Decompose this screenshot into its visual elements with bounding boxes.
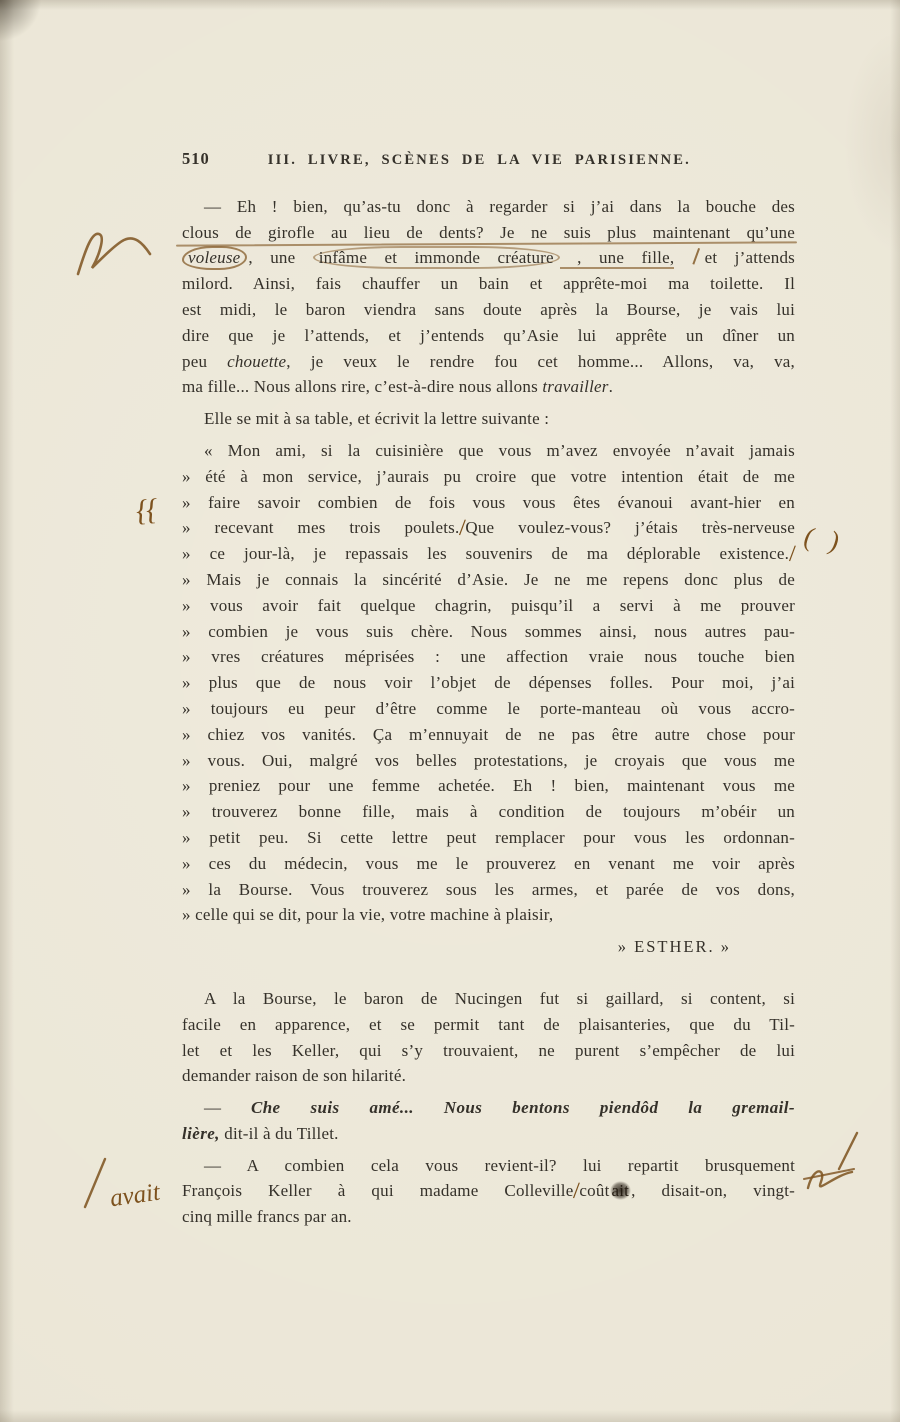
paragraph-nucingen-quote <box>182 1095 795 1147</box>
text-part: cinq mille francs par an. <box>182 1207 352 1227</box>
text-part: — A combien cela vous revient-il? lui repartit brusquement <box>204 1155 795 1175</box>
text-part: est midi, le baron viendra sans doute après la Bourse, je vais lui <box>182 299 795 319</box>
text-line <box>182 271 795 297</box>
text-line <box>182 374 795 400</box>
text-part: milord. Ainsi, fais chauffer un bain et apprête-moi ma toilette. Il <box>182 274 795 294</box>
text-part: ma fille... Nous allons rire, c’est-à-dire nous allons <box>182 377 543 397</box>
text-part: et j’attends <box>704 248 796 268</box>
text-line <box>182 799 795 825</box>
text-line <box>182 902 795 928</box>
text-line <box>182 696 795 722</box>
text-part: — Eh ! bien, qu’as-tu donc à regarder si j’ai dans la bouche des <box>204 196 795 216</box>
text-line <box>182 1012 795 1038</box>
text-part: » preniez pour une femme achetée. Eh ! bien, maintenant vous me <box>182 776 795 796</box>
pen-slash-mark: / <box>573 1177 581 1205</box>
text-part: Elle se mit à sa table, et écrivit la lettre suivante : <box>204 409 550 429</box>
text-part: » plus que de nous voir l’objet de dépenses folles. Pour moi, j’ai <box>182 673 795 693</box>
inked-out-word: ait <box>611 1181 630 1201</box>
text-line <box>182 1178 795 1204</box>
text-line <box>182 851 795 877</box>
text-line <box>182 464 795 490</box>
text-line <box>182 541 795 567</box>
pen-slash-mark: / <box>788 540 797 567</box>
text-line <box>182 722 795 748</box>
text-line <box>182 297 795 323</box>
text-part: lière, <box>182 1123 220 1143</box>
text-line <box>182 1121 795 1147</box>
text-part: facile en apparence, et se permit tant de plaisanteries, que du Til- <box>182 1014 795 1034</box>
margin-ink-flourish <box>72 224 156 280</box>
text-part: » la Bourse. Vous trouverez sous les armes, et parée de vos dons, <box>182 879 795 899</box>
text-part: Que voulez-vous? j’étais très-nerveuse <box>465 518 795 538</box>
phrase-circled: infâme et immonde créature <box>313 246 560 269</box>
text-part: » toujours eu peur d’être comme le porte-manteau où vous accro- <box>182 698 795 718</box>
text-part: let et les Keller, qui s’y trouvaient, ne purent s’empêcher de lui <box>182 1040 795 1060</box>
margin-ink-braces: {{ <box>134 493 158 528</box>
text-part: , je veux le rendre fou cet homme... Allons, va, va, <box>286 351 795 371</box>
text-part: » ce jour-là, je repassais les souvenirs de ma déplorable existence. <box>182 544 790 564</box>
text-part: » ces du médecin, vous me le prouverez en venant me voir après <box>182 853 795 873</box>
text-part: dit-il à du Tillet. <box>219 1123 339 1143</box>
text-part: » celle qui se dit, pour la vie, votre machine à plaisir, <box>182 905 554 925</box>
text-column <box>182 146 795 1236</box>
text-part: » trouverez bonne fille, mais à condition de toujours m’obéir un <box>182 802 795 822</box>
letter-body <box>182 438 795 928</box>
text-line <box>182 220 795 246</box>
text-part: clous de girofle au lieu de dents? Je ne suis plus maintenant qu’une <box>182 222 795 242</box>
running-title: III. LIVRE, SCÈNES DE LA VIE PARISIENNE. <box>267 152 691 168</box>
text-line <box>182 349 795 375</box>
text-part: , disait-on, vingt- <box>631 1181 795 1201</box>
paragraph-esther-dialogue <box>182 194 795 400</box>
text-line <box>182 323 795 349</box>
text-line <box>182 406 795 432</box>
text-line <box>182 1095 795 1121</box>
text-part: » combien je vous suis chère. Nous sommes ainsi, nous autres pau- <box>182 621 795 641</box>
margin-ink-parens: ( ) <box>802 521 846 557</box>
text-line <box>182 619 795 645</box>
text-part: travailler <box>542 377 609 397</box>
text-line <box>182 825 795 851</box>
word-voleuse-circled: voleuse <box>182 246 247 270</box>
text-line <box>182 670 795 696</box>
text-line <box>182 773 795 799</box>
paragraph-bourse <box>182 986 795 1089</box>
text-line <box>182 1063 795 1089</box>
text-part: A la Bourse, le baron de Nucingen fut si gaillard, si content, si <box>204 988 795 1008</box>
text-part <box>674 248 691 267</box>
text-part: , une fille, <box>559 248 675 268</box>
text-part: Che suis amé... Nous bentons piendôd la gremail- <box>250 1098 795 1118</box>
letter-signature: » ESTHER. » <box>617 937 731 957</box>
margin-ink-scribble <box>800 1160 860 1200</box>
text-part: peu <box>182 351 228 371</box>
text-part: dire que je l’attends, et j’entends qu’Asie lui apprête un dîner un <box>182 325 795 345</box>
page-header <box>182 146 795 174</box>
text-part: » vous avoir fait quelque chagrin, puisqu’il a servi à me prouver <box>182 595 795 615</box>
text-part: » chiez vos vanités. Ça m’ennuyait de ne pas être autre chose pour <box>182 724 795 744</box>
pen-slash-mark: / <box>458 514 467 542</box>
text-line <box>182 986 795 1012</box>
text-part: demander raison de son hilarité. <box>182 1066 407 1086</box>
text-part: François Keller à qui madame Colleville <box>182 1181 574 1201</box>
text-part: — <box>204 1098 251 1118</box>
text-line <box>182 1153 795 1179</box>
text-line <box>182 515 795 541</box>
text-line <box>182 1038 795 1064</box>
page-number: 510 <box>182 149 210 168</box>
text-part: » vous. Oui, malgré vos belles protestations, je croyais que vous me <box>182 750 795 770</box>
text-part: » recevant mes trois poulets. <box>182 518 460 538</box>
text-line <box>182 490 795 516</box>
text-part: . <box>608 377 614 397</box>
text-part: , une <box>248 248 313 268</box>
text-part: » petit peu. Si cette lettre peut remplacer pour vous les ordonnan- <box>182 827 795 847</box>
text-line <box>182 644 795 670</box>
text-part: » Mais je connais la sincérité d’Asie. Je ne me repens donc plus de <box>182 569 795 589</box>
margin-ink-avait-note <box>82 1156 162 1213</box>
text-line <box>182 245 795 271</box>
text-part: « Mon ami, si la cuisinière que vous m’avez envoyée n’avait jamais <box>204 440 795 460</box>
text-line <box>182 877 795 903</box>
text-line <box>182 748 795 774</box>
text-part: » faire savoir combien de fois vous vous êtes évanoui avant-hier en <box>182 492 795 512</box>
text-part: » vres créatures méprisées : une affection vraie nous touche bien <box>182 647 795 667</box>
text-part: chouette <box>227 351 287 371</box>
handwritten-word-avait: avait <box>108 1178 162 1213</box>
text-line <box>182 194 795 220</box>
paragraph-letter-intro <box>182 406 795 432</box>
text-line <box>182 567 795 593</box>
text-line <box>182 1204 795 1230</box>
text-line <box>182 438 795 464</box>
text-line <box>182 593 795 619</box>
pen-slash-icon <box>82 1156 108 1210</box>
text-part: coût <box>579 1181 610 1201</box>
text-part: » été à mon service, j’aurais pu croire que votre intention était de me <box>182 466 795 486</box>
paragraph-keller <box>182 1153 795 1230</box>
